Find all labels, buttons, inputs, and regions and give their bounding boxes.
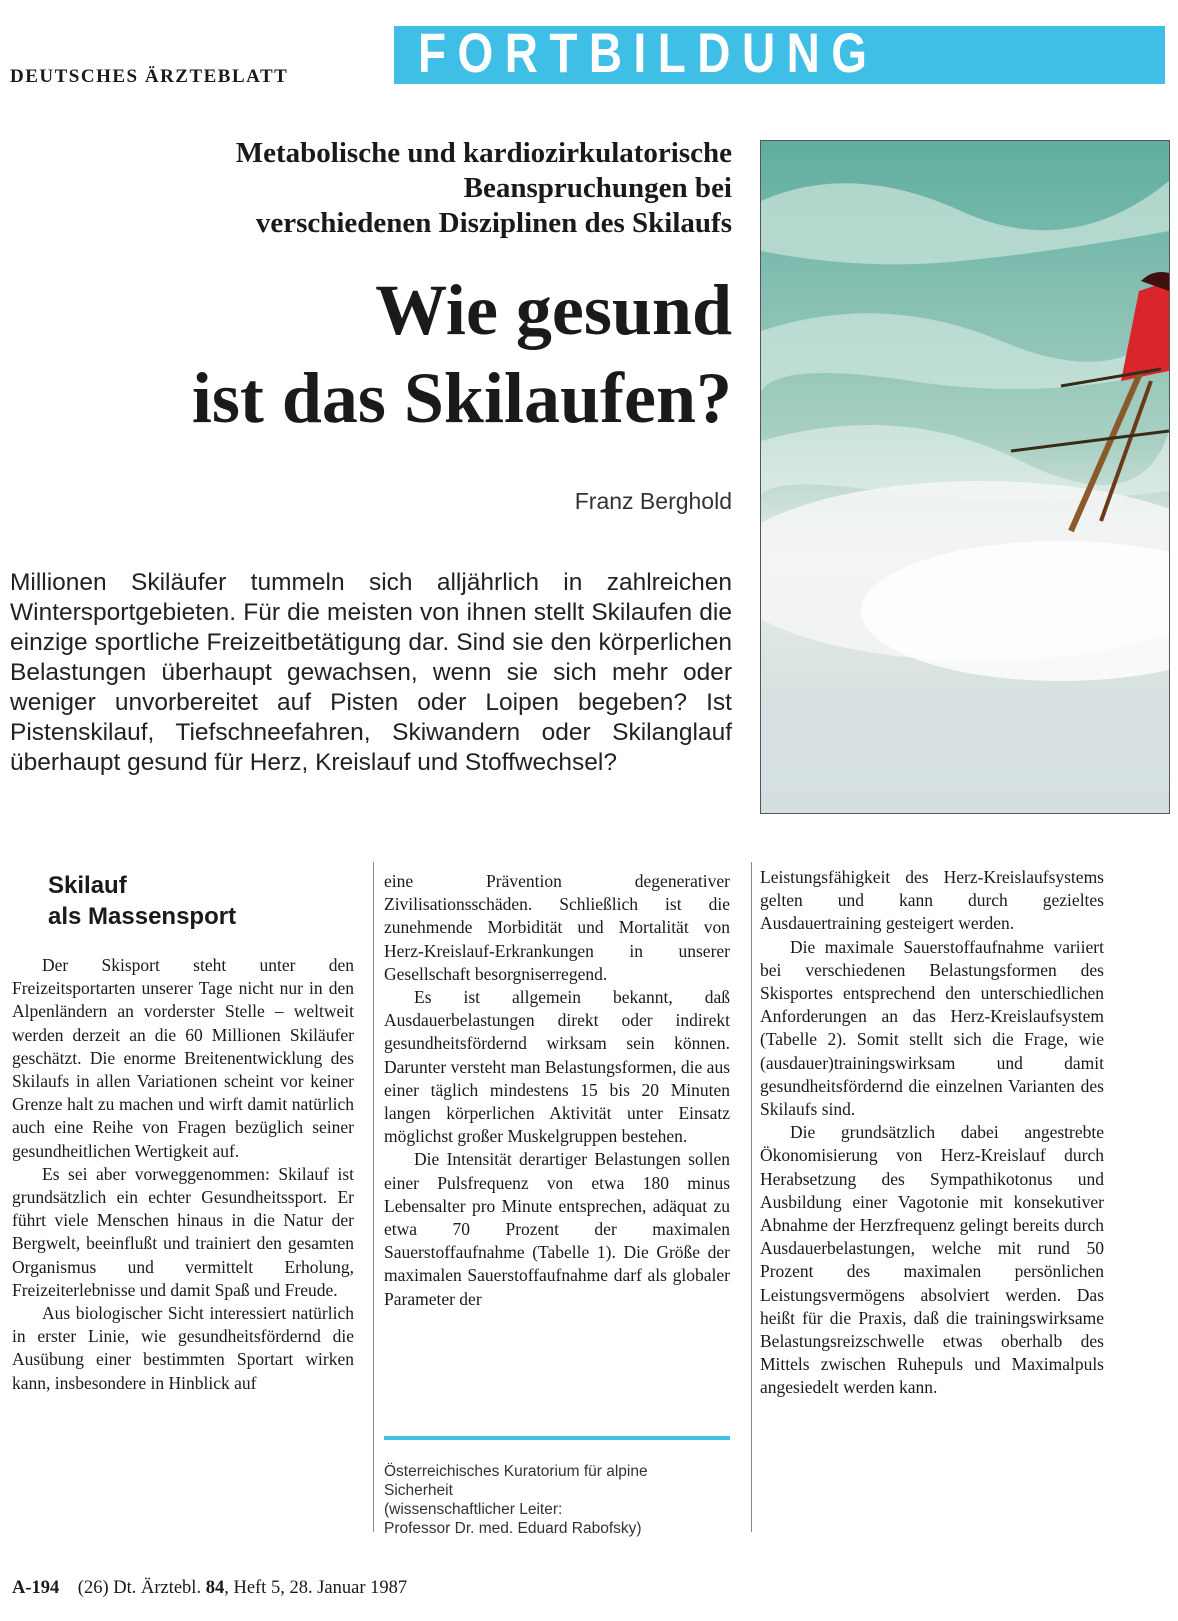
body-paragraph: Leistungsfähigkeit des Herz-Kreislaufsystems gelten und kann durch gezieltes Ausdauertraining gesteigert werden.	[760, 867, 1104, 934]
affiliation-line: Professor Dr. med. Eduard Rabofsky)	[384, 1520, 642, 1537]
body-paragraph: Es ist allgemein bekannt, daß Ausdauerbelastungen direkt oder indirekt gesundheitsfördernd wirksam sein können. Darunter versteht man Belastungsformen, die aus einer täglich mindestens 15 bis 20 Minuten langen körperlichen Aktivität unter Einsatz möglichst großer Muskelgruppen bestehen.	[384, 987, 731, 1147]
page-footer	[12, 1578, 407, 1599]
text-column-2	[384, 870, 730, 1311]
section-heading-line: Skilauf	[48, 872, 127, 899]
subtitle-line: Metabolische und kardiozirkulatorische	[235, 137, 732, 169]
section-heading-line: als Massensport	[48, 903, 237, 930]
body-paragraph: Die Intensität derartiger Belastungen sollen einer Pulsfrequenz von etwa 180 minus Lebensalter pro Minute entsprechen, adäquat zu etwa 70 Prozent der maximalen Sauerstoffaufnahme (Tabelle 1). Die Größe der maximalen Sauerstoffaufnahme darf als globaler Parameter der	[384, 1149, 730, 1309]
body-paragraph: Die maximale Sauerstoffaufnahme variiert bei verschiedenen Belastungsformen des Skisportes entsprechend den unterschiedlichen Anforderungen an das Herz-Kreislaufsystem (Tabelle 2). Somit stellt sich die Frage, wie (ausdauer)trainingswirksam und damit gesundheitsfördernd die einzelnen Varianten des Skilaufs sind.	[760, 936, 1104, 1120]
body-paragraph: Die grundsätzlich dabei angestrebte Ökonomisierung von Herz-Kreislauf durch Herabsetzung des Sympathikotonus und Ausbildung einer Vagotonie mit konsekutiver Abnahme der Herzfrequenz gelingt bereits durch Ausdauerbelastungen, welche mit rund 50 Prozent des maximalen persönlichen Leistungsvermögens absolviert werden. Das heißt für die Praxis, daß die trainingswirksame Belastungsreizschwelle etwas oberhalb des Mittels zwischen Ruhepuls und Maximalpuls angesiedelt werden kann.	[760, 1122, 1104, 1398]
affiliation-line: (wissenschaftlicher Leiter:	[384, 1501, 563, 1518]
column-divider	[751, 862, 752, 1532]
body-paragraph: eine Prävention degenerativer Zivilisationsschäden. Schließlich ist die zunehmende Morbidität und Mortalität von Herz-Kreislauf-Erkrankungen in unserer Gesellschaft besorgniserregend.	[384, 871, 730, 984]
author-affiliation	[384, 1462, 730, 1538]
citation-rest: , Heft 5, 28. Januar 1987	[224, 1578, 408, 1598]
citation-prefix: (26) Dt. Ärztebl.	[77, 1578, 202, 1598]
text-column-3	[760, 866, 1104, 1400]
skier-photo	[760, 140, 1170, 814]
citation-volume: 84	[205, 1578, 225, 1598]
text-column-1	[12, 870, 354, 1395]
section-heading	[48, 870, 354, 932]
column-divider	[373, 862, 374, 1532]
affiliation-line: Sicherheit	[384, 1482, 453, 1499]
affiliation-line: Österreichisches Kuratorium für alpine	[384, 1463, 648, 1480]
title-line: ist das Skilaufen?	[191, 358, 732, 438]
body-paragraph: Es sei aber vorweggenommen: Skilauf ist grundsätzlich ein echter Gesundheitssport. Er führt viele Menschen hinaus in die Natur der Bergwelt, beeinflußt und trainiert den gesamten Organismus und vermittelt Erholung, Freizeiterlebnisse und damit Spaß und Freude.	[12, 1163, 354, 1300]
subtitle-line: Beanspruchungen bei	[463, 172, 732, 204]
lead-paragraph: Millionen Skiläufer tummeln sich alljährlich in zahlreichen Wintersportgebieten. Für die meisten von ihnen stellt Skilaufen die einzige sportliche Freizeitbetätigung dar. Sind sie den körperlichen Belastungen überhaupt gewachsen, wenn sie sich mehr oder weniger unvorbereitet auf Pisten oder Loipen begeben? Ist Pistenskilauf, Tiefschneefahren, Skiwandern oder Skilanglauf überhaupt gesund für Herz, Kreislauf und Stoffwechsel?	[10, 569, 732, 776]
journal-name: DEUTSCHES ÄRZTEBLATT	[10, 66, 289, 87]
footnote-rule	[384, 1436, 730, 1440]
article-subtitle	[52, 136, 732, 241]
body-paragraph: Aus biologischer Sicht interessiert natürlich in erster Linie, wie gesundheitsfördernd die Ausübung einer bestimmten Sportart wirken kann, insbesondere in Hinblick auf	[12, 1303, 354, 1393]
section-label: FORTBILDUNG	[418, 21, 879, 84]
body-paragraph: Der Skisport steht unter den Freizeitsportarten unserer Tage nicht nur in den Alpenländern an vorderster Stelle – weltweit werden derzeit an die 60 Millionen Skiläufer geschätzt. Die enorme Breitenentwicklung des Skilaufs in allen Variationen scheint vor keiner Grenze halt zu machen und wirft damit natürlich auch eine Reihe von Fragen bezüglich seiner gesundheitlichen Wertigkeit auf.	[12, 955, 354, 1161]
subtitle-line: verschiedenen Disziplinen des Skilaufs	[255, 207, 732, 239]
page-number: A-194	[12, 1578, 60, 1598]
title-line: Wie gesund	[375, 270, 732, 350]
author: Franz Berghold	[574, 488, 732, 514]
article-title	[0, 266, 732, 442]
